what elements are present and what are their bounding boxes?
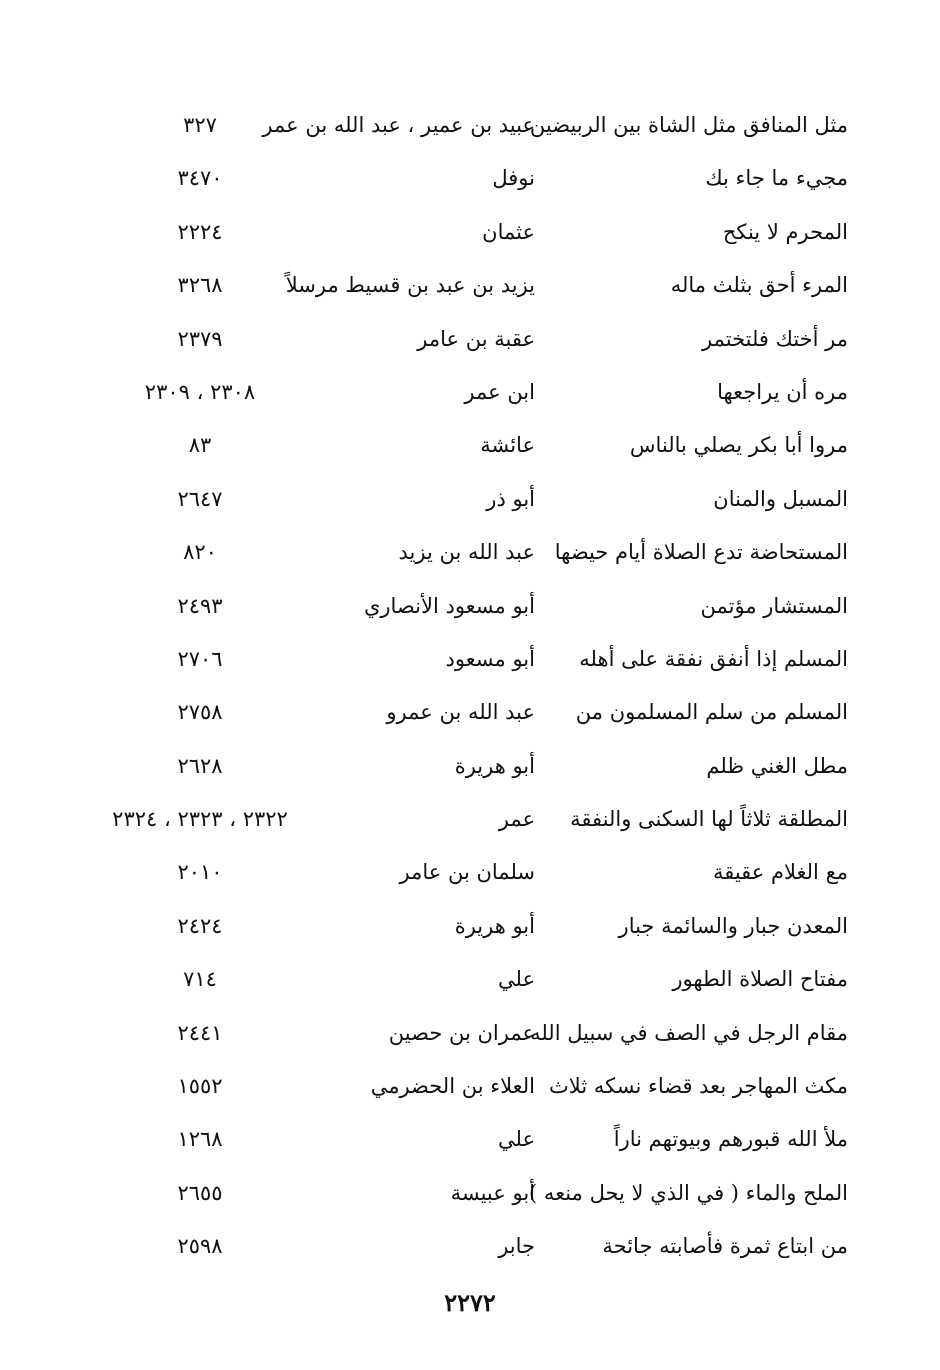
hadith-numbers: ٢٥٩٨: [177, 1234, 223, 1259]
hadith-numbers: ٣٤٧٠: [177, 166, 223, 191]
hadith-text: المحرم لا ينكح: [722, 219, 848, 244]
index-row: [60, 420, 860, 473]
hadith-numbers: ٢٢٢٤: [177, 219, 223, 244]
hadith-text: مروا أبا بكر يصلي بالناس: [629, 433, 848, 458]
hadith-text: مطل الغني ظلم: [706, 753, 848, 778]
hadith-numbers: ٢٣٧٩: [177, 326, 223, 351]
narrator-name: عبد الله بن يزيد: [398, 540, 535, 565]
hadith-text: الملح والماء ( في الذي لا يحل منعه ): [529, 1180, 848, 1205]
index-row: [60, 1061, 860, 1114]
hadith-text: المسلم إذا أنفق نفقة على أهله: [579, 646, 848, 671]
hadith-numbers: ٢٦٢٨: [177, 753, 223, 778]
index-row: [60, 260, 860, 313]
hadith-text: ملأ الله قبورهم وبيوتهم ناراً: [613, 1127, 848, 1152]
narrator-name: علي: [498, 1127, 535, 1152]
index-row: [60, 1008, 860, 1061]
hadith-text: مكث المهاجر بعد قضاء نسكه ثلاث: [549, 1074, 848, 1099]
narrator-name: عمر: [498, 807, 535, 832]
hadith-text: المطلقة ثلاثاً لها السكنى والنفقة: [570, 807, 848, 832]
index-row: [60, 954, 860, 1007]
narrator-name: أبو هريرة: [454, 913, 535, 938]
hadith-index-table: [60, 100, 860, 1275]
index-row: [60, 314, 860, 367]
index-row: [60, 527, 860, 580]
hadith-numbers: ٢٧٠٦: [177, 646, 223, 671]
narrator-name: علي: [498, 967, 535, 992]
hadith-numbers: ٧١٤: [183, 967, 217, 992]
narrator-name: سلمان بن عامر: [399, 860, 535, 885]
hadith-numbers: ٣٢٧: [183, 113, 217, 137]
hadith-numbers: ٢٦٤٧: [177, 486, 223, 511]
hadith-text: مثل المنافق مثل الشاة بين الربيضين: [529, 113, 848, 137]
narrator-name: ابن عمر: [464, 379, 535, 404]
hadith-numbers: ٢٧٥٨: [177, 700, 223, 725]
narrator-name: جابر: [498, 1234, 535, 1259]
index-row: [60, 634, 860, 687]
index-row: [60, 207, 860, 260]
hadith-numbers: ٨٢٠: [183, 540, 217, 565]
index-row: [60, 1114, 860, 1167]
index-row: [60, 367, 860, 420]
index-row: [60, 153, 860, 206]
narrator-name: أبو مسعود: [445, 646, 535, 671]
index-row: [60, 1168, 860, 1221]
index-row: [60, 1221, 860, 1274]
narrator-name: عبيد بن عمير ، عبد الله بن عمر: [262, 113, 535, 137]
hadith-text: من ابتاع ثمرة فأصابته جائحة: [602, 1234, 848, 1259]
hadith-numbers: ٢٣٠٨ ، ٢٣٠٩: [144, 379, 256, 404]
index-row: [60, 687, 860, 740]
hadith-text: مر أختك فلتختمر: [702, 326, 848, 351]
hadith-numbers: ٢٤٩٣: [177, 593, 223, 618]
page-number: ٢٢٧٢: [444, 1288, 496, 1317]
narrator-name: عثمان: [482, 219, 535, 244]
hadith-text: مفتاح الصلاة الطهور: [672, 967, 848, 992]
hadith-numbers: ١٥٥٢: [177, 1074, 223, 1099]
hadith-text: المستحاضة تدع الصلاة أيام حيضها: [554, 540, 848, 565]
index-row: [60, 474, 860, 527]
narrator-name: نوفل: [492, 166, 535, 191]
hadith-numbers: ٣٢٦٨: [177, 273, 223, 298]
hadith-text: مع الغلام عقيقة: [712, 860, 848, 885]
index-row: [60, 581, 860, 634]
narrator-name: عبد الله بن عمرو: [386, 700, 535, 725]
hadith-text: مقام الرجل في الصف في سبيل الله: [530, 1020, 848, 1045]
hadith-text: مره أن يراجعها: [717, 379, 848, 404]
hadith-text: مجيء ما جاء بك: [705, 166, 848, 191]
hadith-numbers: ٢٤٤١: [177, 1020, 223, 1045]
index-row: [60, 100, 860, 153]
index-row: [60, 741, 860, 794]
hadith-text: المرء أحق بثلث ماله: [670, 273, 848, 298]
index-row: [60, 847, 860, 900]
hadith-text: المسبل والمنان: [713, 486, 848, 511]
hadith-numbers: ١٢٦٨: [177, 1127, 223, 1152]
narrator-name: أبو ذر: [486, 486, 535, 511]
hadith-numbers: ٢٤٢٤: [177, 913, 223, 938]
narrator-name: عائشة: [480, 433, 535, 458]
narrator-name: عقبة بن عامر: [417, 326, 535, 351]
narrator-name: يزيد بن عبد بن قسيط مرسلاً: [285, 273, 535, 298]
index-row: [60, 901, 860, 954]
hadith-text: المستشار مؤتمن: [700, 593, 848, 618]
hadith-numbers: ٢٦٥٥: [177, 1180, 223, 1205]
hadith-numbers: ٨٣: [188, 433, 212, 458]
narrator-name: أبو مسعود الأنصاري: [363, 593, 535, 618]
hadith-text: المسلم من سلم المسلمون من: [575, 700, 848, 725]
narrator-name: العلاء بن الحضرمي: [370, 1074, 535, 1099]
narrator-name: عمران بن حصين: [388, 1020, 535, 1045]
index-row: [60, 794, 860, 847]
hadith-numbers: ٢٣٢٢ ، ٢٣٢٣ ، ٢٣٢٤: [112, 807, 288, 832]
narrator-name: أبو هريرة: [454, 753, 535, 778]
hadith-numbers: ٢٠١٠: [177, 860, 223, 885]
hadith-text: المعدن جبار والسائمة جبار: [618, 913, 848, 938]
narrator-name: أبو عبيسة: [450, 1180, 535, 1205]
